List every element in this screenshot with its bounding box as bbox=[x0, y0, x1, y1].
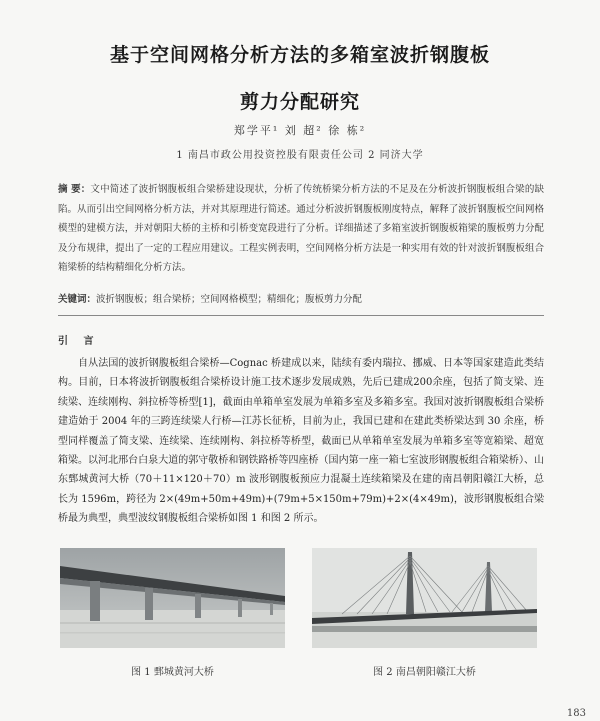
abstract-text: 文中简述了波折钢腹板组合梁桥建设现状，分析了传统桥梁分析方法的不足及在分析波折钢腹板组合梁的缺陷。从而引出空间网格分析方法，并对其原理进行简述。通过分析波折钢腹板刚度特点，解释了波折钢腹板空间网格模型的建模方法，并对朝阳大桥的主桥和引桥变宽段进行了分析。详细描述了多箱室波折钢腹板箱梁的腹板剪力分配及分布规律，提出了一定的工程应用建议。工程实例表明，空间网格分析方法是一种实用有效的针对波折钢腹板组合箱梁桥的结构精细化分析方法。 bbox=[58, 184, 544, 273]
intro-paragraph: 自从法国的波折钢腹板组合梁桥—Cognac 桥建成以来，陆续有委内瑞拉、挪威、日本等国家建造此类结构。目前，日本将波折钢腹板组合梁桥设计施工技术逐步发展成熟，先后已建成200余座，包括了简支梁、连续梁、连续刚构、斜拉桥等桥型[1]，截面由单箱单室发展为单箱多室及多箱多室。我国对波折钢腹板组合梁桥建造始于 2004 年的三跨连续梁人行桥—江苏长征桥，目前为止，我国已建和在建此类桥梁达到 30 余座，桥型同样覆盖了简支梁、连续梁、连续刚构、斜拉桥等桥型，截面已从单箱单室发展为单箱多室等宽箱梁、超宽箱梁。以河北邢台白泉大道的郭守敬桥和钢铁路桥等四座桥（国内第一座一箱七室波形钢腹板组合箱梁桥）、山东鄄城黄河大桥（70＋11×120＋70）m 波形钢腹板预应力混凝土连续箱梁及在建的南昌朝阳赣江大桥，总长为 1596m，跨径为 2×(49m+50m+49m)+(79m+5×150m+79m)+2×(4×49m)，波形钢腹板组合梁桥最为典型，典型波纹钢腹板组合梁桥如图 1 和图 2 所示。 bbox=[58, 358, 544, 525]
affiliation-list: 1 南昌市政公用投资控股有限责任公司 2 同济大学 bbox=[176, 150, 424, 161]
section-heading: 引 言 bbox=[58, 336, 100, 347]
keywords bbox=[58, 292, 544, 308]
figure-1-caption: 图 1 鄄城黄河大桥 bbox=[131, 667, 214, 678]
paper-title-line2: 剪力分配研究 bbox=[239, 91, 360, 113]
figure-2-caption: 图 2 南昌朝阳赣江大桥 bbox=[373, 667, 476, 678]
author-list: 郑学平¹ 刘 超² 徐 栋² bbox=[233, 124, 367, 137]
abstract-label: 摘 要： bbox=[58, 184, 91, 195]
abstract bbox=[58, 180, 544, 278]
divider bbox=[58, 315, 544, 316]
page-number: 183 bbox=[566, 708, 586, 719]
figure-2-photo bbox=[312, 548, 537, 648]
paper-title-line1: 基于空间网格分析方法的多箱室波折钢腹板 bbox=[109, 44, 490, 66]
figure-1-photo bbox=[60, 548, 285, 648]
keywords-text: 波折钢腹板；组合梁桥；空间网格模型；精细化；腹板剪力分配 bbox=[96, 294, 363, 305]
keywords-label: 关键词： bbox=[58, 294, 97, 305]
